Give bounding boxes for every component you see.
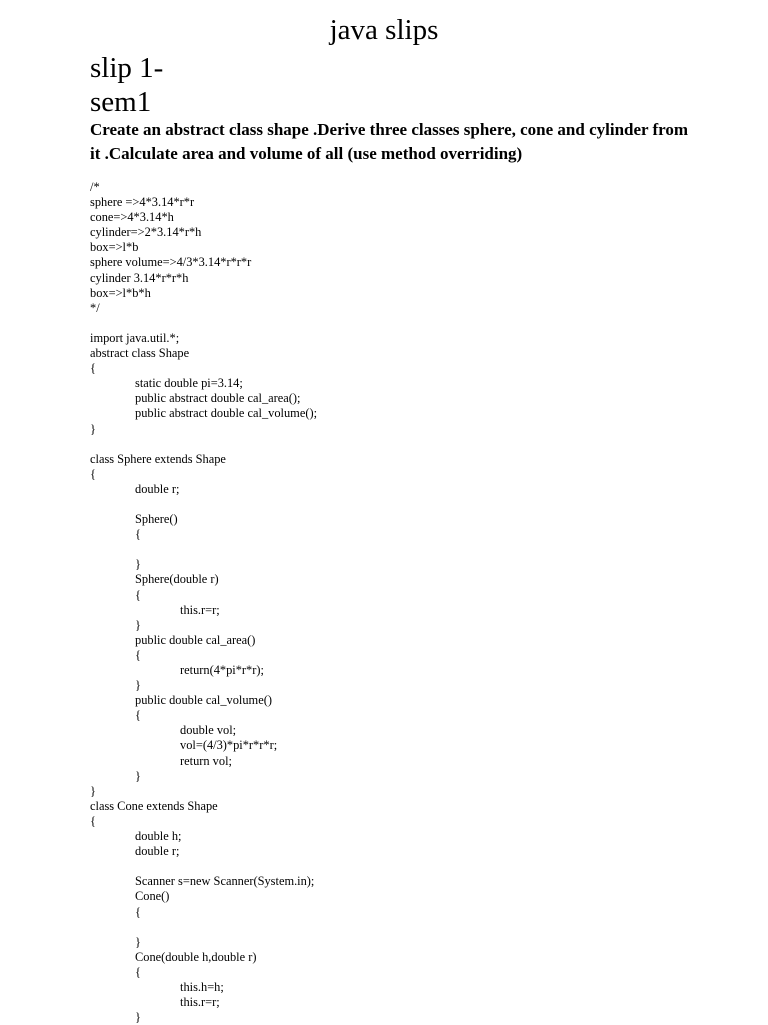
code-line: { [135, 527, 141, 542]
code-line [90, 316, 750, 331]
code-line: { [90, 813, 96, 828]
code-line [90, 920, 750, 935]
code-line: sphere volume=>4/3*3.14*r*r*r [90, 255, 252, 270]
slip-heading: slip 1- [90, 52, 164, 84]
semester-heading: sem1 [90, 86, 152, 118]
code-line: Cone() [135, 889, 170, 904]
code-line: class Sphere extends Shape [90, 451, 226, 466]
code-line: } [135, 1010, 141, 1025]
code-line: } [135, 934, 141, 949]
code-line: public double cal_area() [135, 632, 256, 647]
code-line: Scanner s=new Scanner(System.in); [135, 874, 315, 889]
code-line [90, 542, 750, 557]
code-line: static double pi=3.14; [135, 376, 243, 391]
code-line: { [135, 708, 141, 723]
code-line: class Cone extends Shape [90, 798, 218, 813]
code-line: this.h=h; [180, 979, 224, 994]
code-line: /* [90, 180, 100, 194]
code-line: return vol; [180, 753, 232, 768]
code-line: box=>l*b [90, 240, 139, 255]
code-line: { [135, 904, 141, 919]
code-line [90, 859, 750, 874]
code-line: sphere =>4*3.14*r*r [90, 195, 195, 210]
code-line: double r; [135, 844, 180, 859]
code-line: public abstract double cal_volume(); [135, 406, 318, 421]
code-line: } [135, 768, 141, 783]
code-block [90, 180, 750, 1025]
code-line: cone=>4*3.14*h [90, 210, 174, 225]
code-line: { [90, 466, 96, 481]
code-line: this.r=r; [180, 995, 220, 1010]
code-line: vol=(4/3)*pi*r*r*r; [180, 738, 278, 753]
code-line [90, 497, 750, 512]
code-line: } [90, 421, 96, 436]
task-description: Create an abstract class shape .Derive three classes sphere, cone and cylinder from it .Calculate area and volume of all (use method overriding) [90, 120, 689, 163]
code-line: cylinder=>2*3.14*r*h [90, 225, 202, 240]
code-line: double vol; [180, 723, 237, 738]
code-line: public abstract double cal_area(); [135, 391, 301, 406]
code-line: } [135, 557, 141, 572]
code-line: { [135, 587, 141, 602]
code-line: public double cal_volume() [135, 693, 272, 708]
code-line: return(4*pi*r*r); [180, 663, 264, 677]
code-line: Sphere() [135, 512, 178, 527]
code-line: this.r=r; [180, 602, 220, 617]
code-line: } [90, 783, 96, 798]
code-line: cylinder 3.14*r*r*h [90, 270, 189, 285]
code-line: { [135, 964, 141, 979]
code-line: box=>l*b*h [90, 285, 151, 300]
code-line: { [90, 361, 96, 376]
code-line: abstract class Shape [90, 346, 190, 361]
code-line: Cone(double h,double r) [135, 949, 257, 964]
code-line: { [135, 647, 141, 662]
code-line: Sphere(double r) [135, 572, 219, 587]
code-line: } [135, 617, 141, 632]
document-title: java slips [329, 14, 439, 46]
code-line: */ [90, 300, 100, 315]
code-line: } [135, 678, 141, 693]
code-line: import java.util.*; [90, 330, 180, 345]
code-line [90, 437, 750, 452]
code-line: double h; [135, 829, 182, 844]
code-line: double r; [135, 481, 180, 496]
